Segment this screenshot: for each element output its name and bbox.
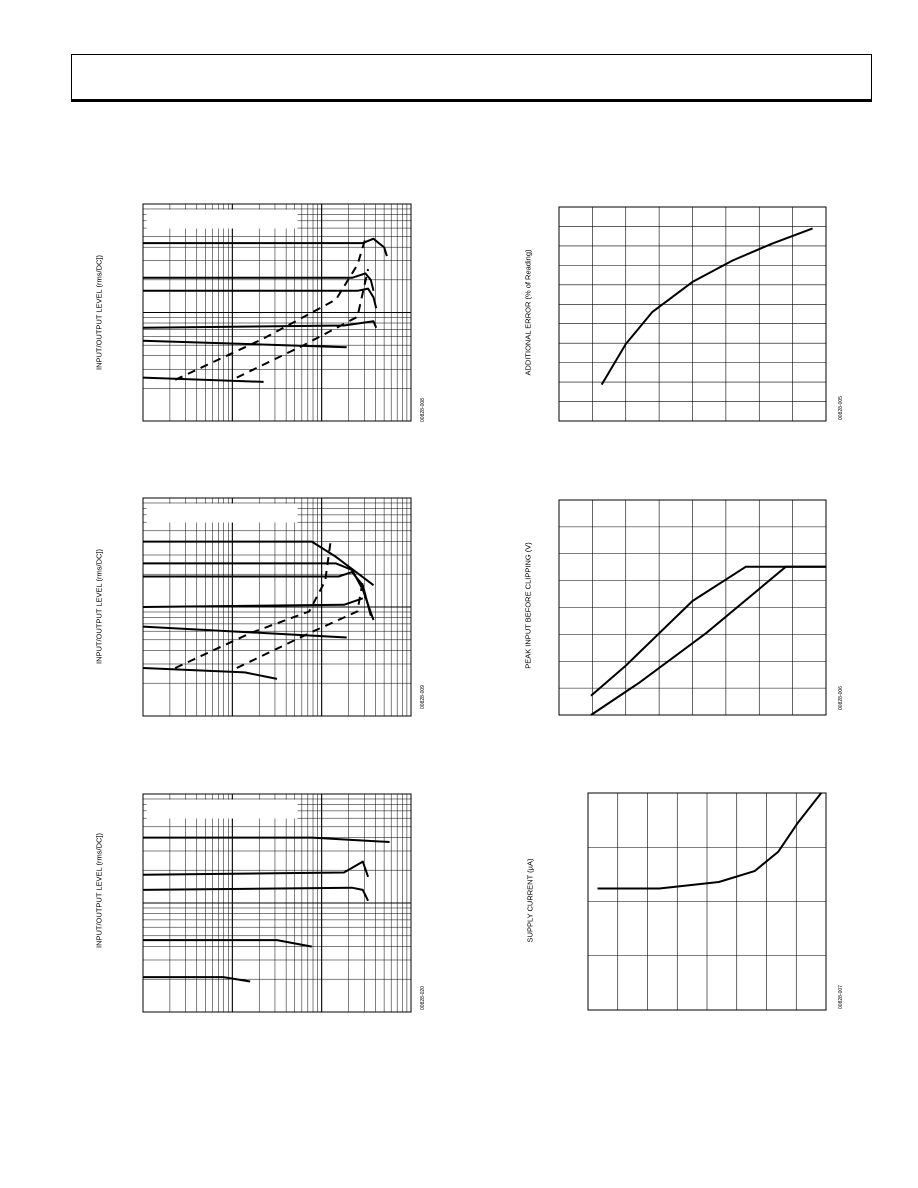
- chart-lin-2: [559, 500, 826, 715]
- chart-log-1: [143, 204, 411, 421]
- chart-lin-3-ylabel: SUPPLY CURRENT (µA): [525, 858, 535, 943]
- page-header: [71, 54, 872, 102]
- legend-box: [147, 800, 297, 818]
- chart-log-2-figid: 00828-009: [420, 685, 426, 709]
- chart-lin-2-figid: 00828-006: [838, 686, 844, 710]
- chart-log-3-figid: 00828-020: [420, 986, 426, 1010]
- chart-lin-1-figid: 00828-005: [838, 396, 844, 420]
- legend-box: [147, 210, 297, 228]
- chart-lin-3: [588, 793, 826, 1010]
- chart-lin-1: [559, 207, 826, 421]
- chart-log-3-ylabel: INPUT/OUTPUT LEVEL (rms/DC]): [94, 833, 104, 949]
- legend-box: [147, 504, 297, 522]
- chart-lin-1-ylabel: ADDITIONAL ERROR (% of Reading): [523, 249, 533, 376]
- chart-log-1-figid: 00828-008: [420, 398, 426, 422]
- chart-log-1-ylabel: INPUT/OUTPUT LEVEL (rms/DC]): [94, 255, 104, 371]
- chart-log-2: [143, 498, 411, 716]
- chart-log-2-ylabel: INPUT/OUTPUT LEVEL (rms/DC]): [94, 549, 104, 665]
- chart-lin-2-ylabel: PEAK INPUT BEFORE CLIPPING (V): [523, 542, 533, 669]
- chart-log-3: [143, 794, 411, 1012]
- chart-lin-3-figid: 00828-007: [838, 985, 844, 1009]
